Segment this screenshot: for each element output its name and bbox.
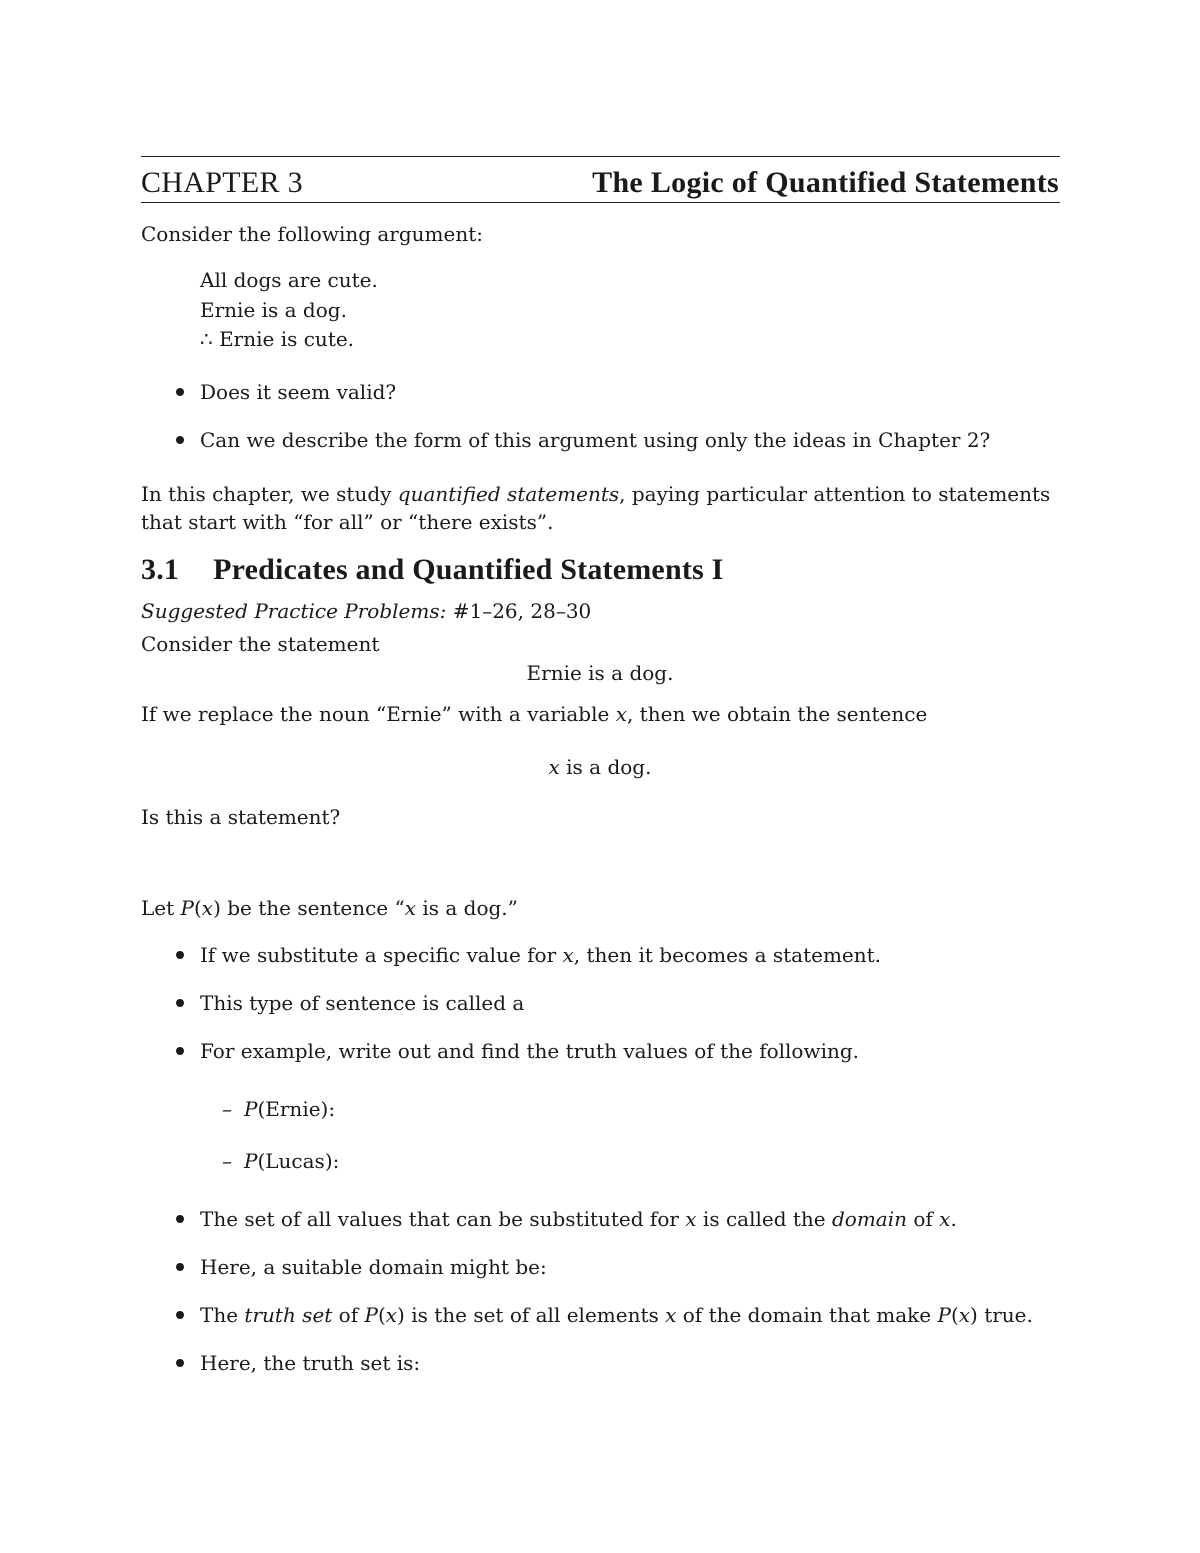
- bullet-called: This type of sentence is called a: [200, 991, 525, 1015]
- question-valid: Does it seem valid?: [200, 380, 397, 404]
- bullet-domain: The set of all values that can be substituted for x is called the domain of x.: [200, 1207, 957, 1231]
- statement-question: Is this a statement?: [141, 805, 341, 829]
- bullet-suitable-domain: Here, a suitable domain might be:: [200, 1255, 547, 1279]
- bullet-icon: [176, 388, 184, 396]
- term-domain: domain: [831, 1207, 907, 1231]
- section-number: 3.1: [141, 553, 180, 586]
- sub-item-lucas: – P(Lucas):: [222, 1149, 340, 1173]
- argument-premise-1: All dogs are cute.: [200, 268, 378, 292]
- intro-paragraph-line-1: In this chapter, we study quantified statements, paying particular attention to statements: [141, 482, 1051, 506]
- practice-problems: Suggested Practice Problems: #1–26, 28–30: [141, 599, 592, 623]
- bullet-icon: [176, 1311, 184, 1319]
- display-open-sentence: x is a dog.: [548, 755, 652, 779]
- bullet-substitute: If we substitute a specific value for x, then it becomes a statement.: [200, 943, 882, 967]
- argument-premise-2: Ernie is a dog.: [200, 298, 347, 322]
- replace-sentence: If we replace the noun “Ernie” with a variable x, then we obtain the sentence: [141, 702, 928, 726]
- consider-statement: Consider the statement: [141, 632, 380, 656]
- header-top-rule: [141, 156, 1060, 157]
- question-form: Can we describe the form of this argument using only the ideas in Chapter 2?: [200, 428, 991, 452]
- intro-lead: Consider the following argument:: [141, 222, 484, 246]
- bullet-icon: [176, 951, 184, 959]
- term-truth-set: truth set: [244, 1303, 333, 1327]
- bullet-icon: [176, 1047, 184, 1055]
- let-definition: Let P(x) be the sentence “x is a dog.”: [141, 896, 518, 920]
- bullet-icon: [176, 436, 184, 444]
- bullet-example: For example, write out and find the truth values of the following.: [200, 1039, 860, 1063]
- sub-item-ernie: – P(Ernie):: [222, 1097, 336, 1121]
- bullet-icon: [176, 1263, 184, 1271]
- bullet-icon: [176, 999, 184, 1007]
- bullet-icon: [176, 1215, 184, 1223]
- chapter-title: The Logic of Quantified Statements: [592, 166, 1059, 199]
- section-title: Predicates and Quantified Statements I: [213, 553, 724, 586]
- term-quantified-statements: quantified statements: [397, 482, 620, 506]
- bullet-icon: [176, 1359, 184, 1367]
- section-heading: [141, 553, 723, 587]
- chapter-label: CHAPTER 3: [141, 166, 303, 199]
- bullet-truth-set-here: Here, the truth set is:: [200, 1351, 421, 1375]
- intro-paragraph-line-2: that start with “for all” or “there exists”.: [141, 510, 554, 534]
- display-statement: Ernie is a dog.: [526, 661, 674, 685]
- bullet-truth-set-definition: The truth set of P(x) is the set of all elements x of the domain that make P(x) true.: [200, 1303, 1033, 1327]
- header-bottom-rule: [141, 202, 1060, 203]
- argument-conclusion: ∴ Ernie is cute.: [200, 327, 355, 351]
